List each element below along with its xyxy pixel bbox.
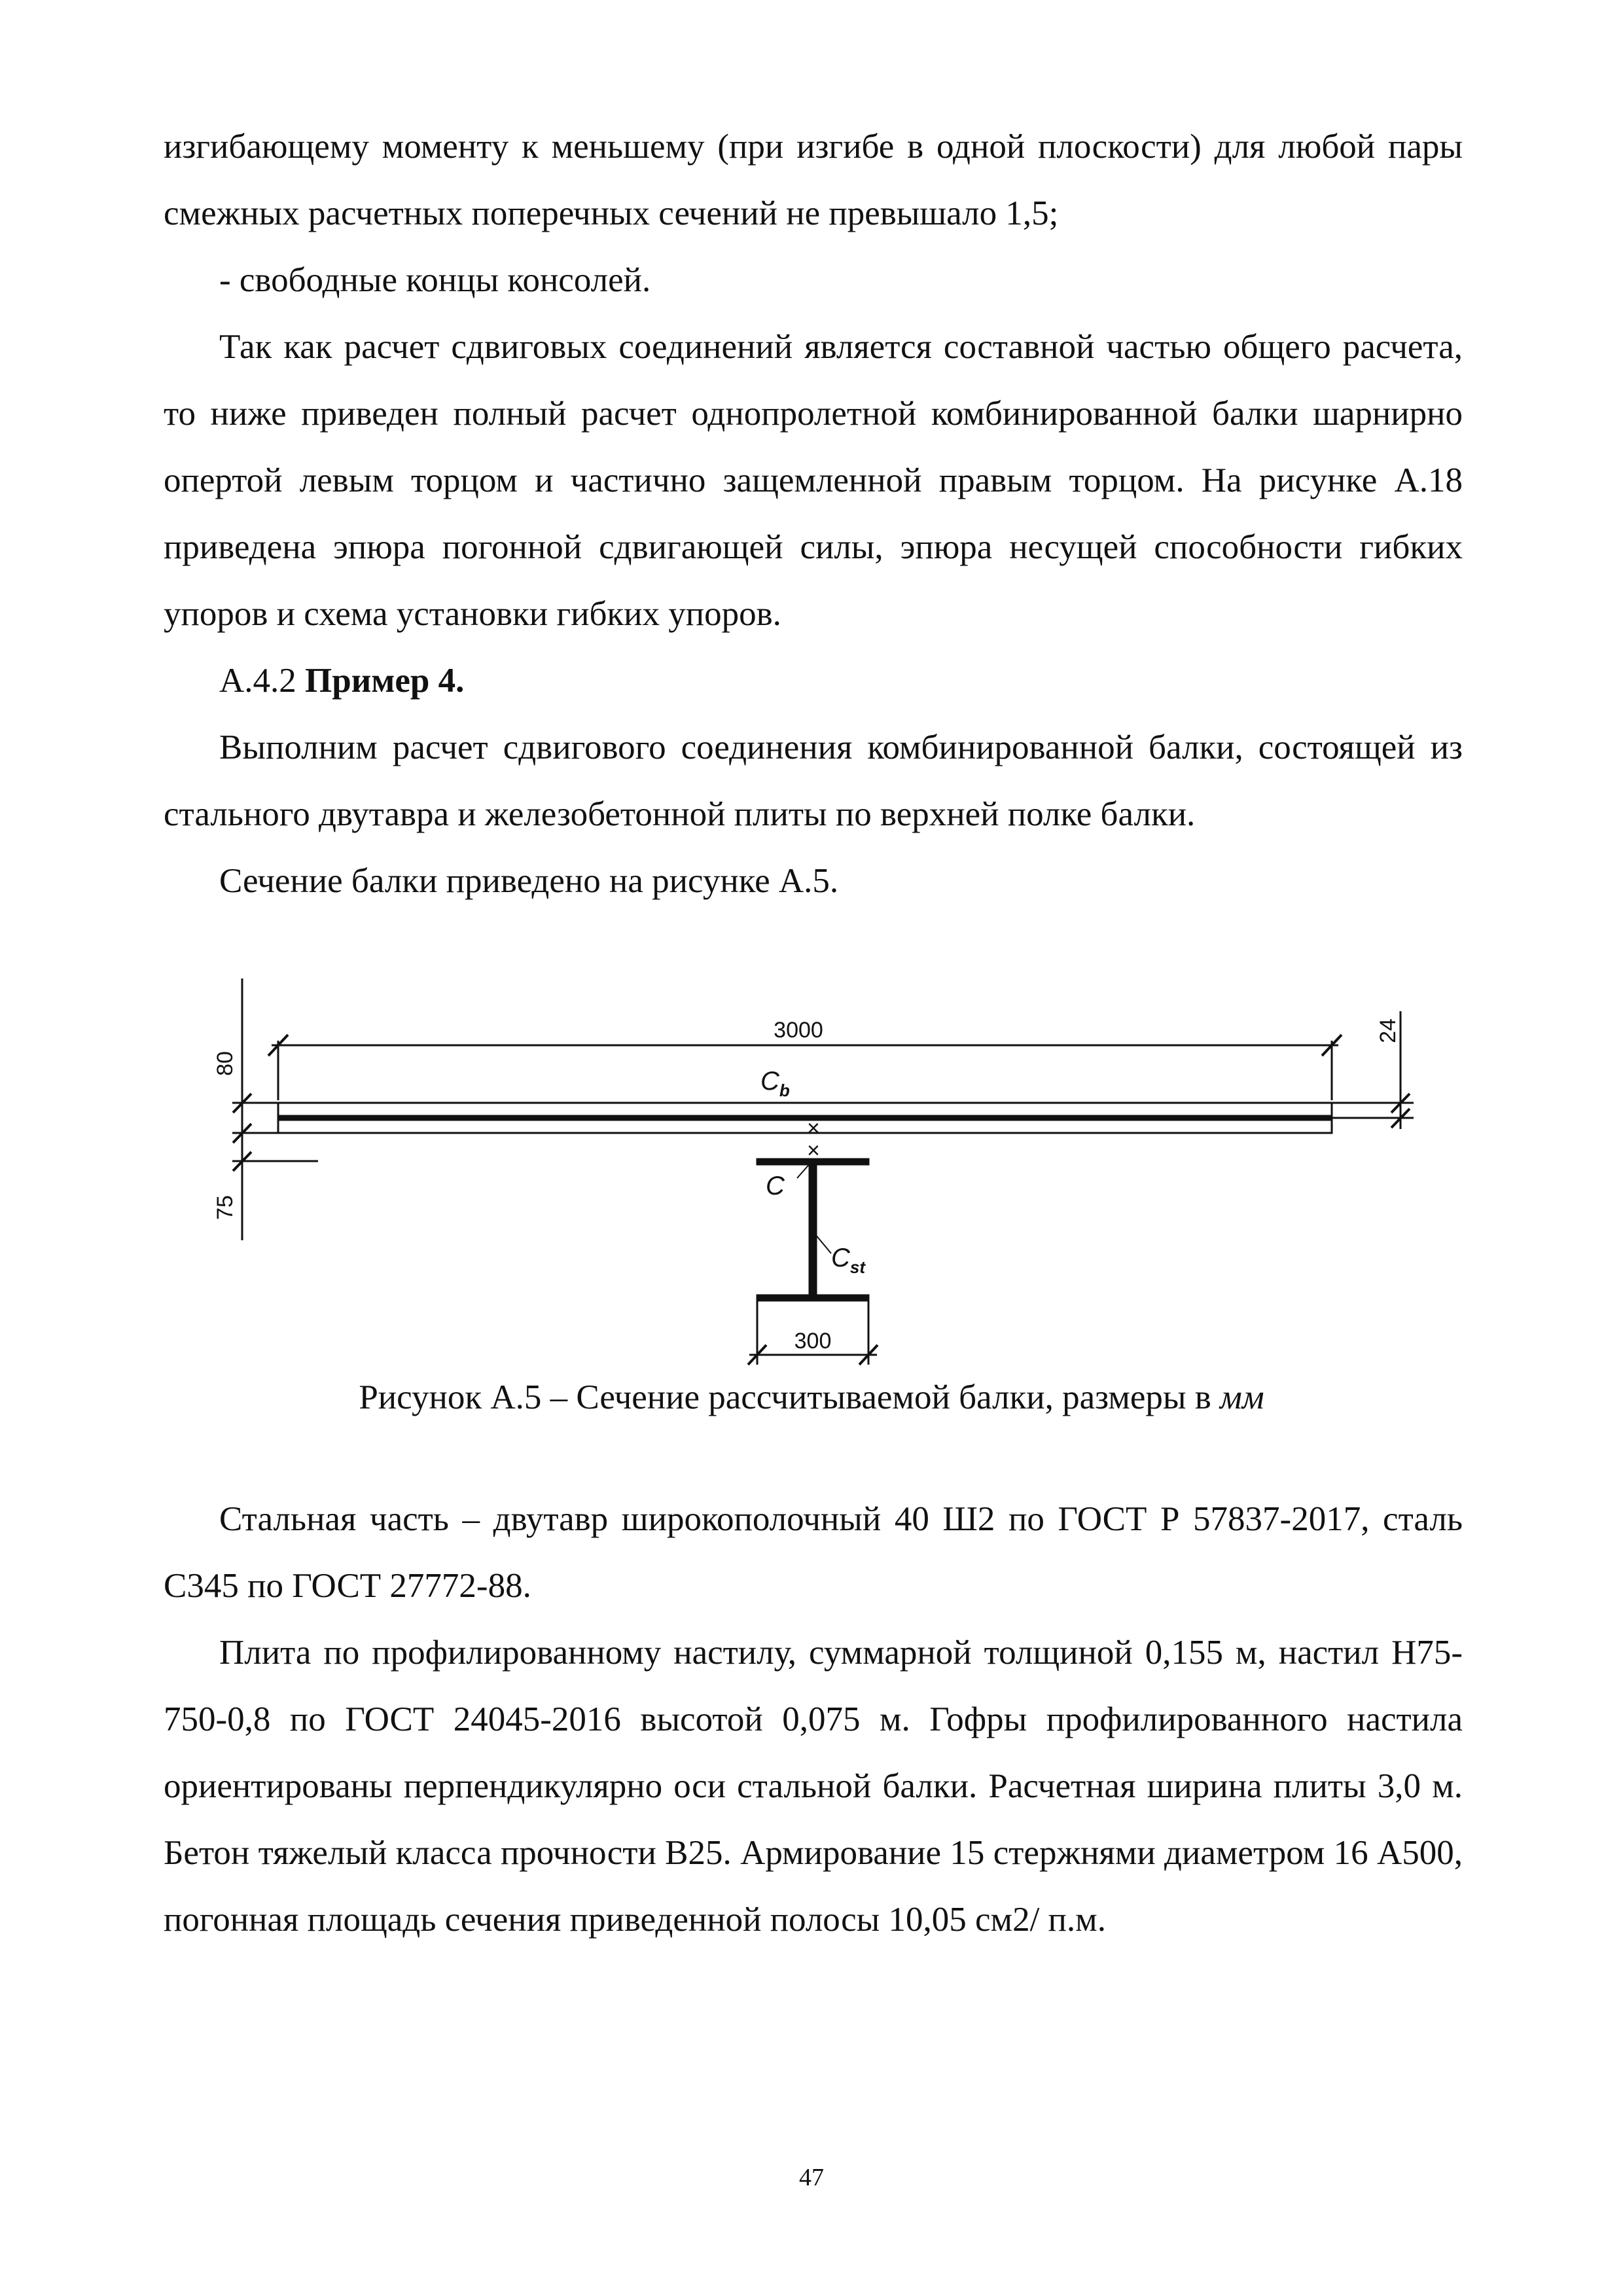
paragraph-continuation: изгибающему моменту к меньшему (при изгибе в одной плоскости) для любой пары смежных расчетных поперечных сечений не превышало 1,5;	[164, 128, 1463, 232]
dimension-slab-thickness-label: 80	[213, 1051, 238, 1076]
dimension-deck-height-label: 75	[213, 1195, 238, 1220]
paragraph-perform-calculation: Выполним расчет сдвигового соединения комбинированной балки, состоящей из стального двутавра и железобетонной плиты по верхней полке балки.	[164, 728, 1463, 833]
paragraph-steel-part: Стальная часть – двутавр широкополочный 40 Ш2 по ГОСТ Р 57837-2017, сталь С345 по ГОСТ 27772-88.	[164, 1500, 1463, 1605]
label-c: C	[766, 1172, 785, 1200]
beam-section-drawing	[196, 978, 1440, 1391]
text-block-bottom	[164, 1486, 1463, 1953]
dimension-width-label: 3000	[774, 1018, 823, 1043]
caption-text: Рисунок А.5 – Сечение рассчитываемой балки, размеры в	[359, 1378, 1221, 1416]
figure-caption	[0, 1371, 1623, 1424]
beam-section-figure	[196, 978, 1440, 1391]
label-cb-main: C	[760, 1067, 779, 1096]
steel-web	[810, 1164, 816, 1295]
label-cst-main: C	[831, 1244, 850, 1272]
label-cb-sub: b	[779, 1081, 790, 1100]
paragraph-section-reference: Сечение балки приведено на рисунке А.5.	[219, 862, 839, 900]
section-heading-example-4	[164, 647, 1463, 714]
dimension-top-offset-label: 24	[1376, 1018, 1400, 1043]
label-cst	[831, 1244, 866, 1277]
paragraph-free-ends: - свободные концы консолей.	[219, 261, 651, 299]
text-block-top	[164, 113, 1463, 914]
caption-unit: мм	[1220, 1378, 1264, 1416]
leader-cst	[815, 1234, 831, 1253]
paragraph-shear-calculation: Так как расчет сдвиговых соединений является составной частью общего расчета, то ниже приведен полный расчет однопролетной комбинированной балки шарнирно опертой левым торцом и частично защемленной правым торцом. На рисунке А.18 приведена эпюра погонной сдвигающей силы, эпюра несущей способности гибких упоров и схема установки гибких упоров.	[164, 328, 1463, 633]
dimension-flange-width-label: 300	[794, 1329, 832, 1354]
page-number: 47	[799, 2164, 824, 2191]
centroid-marker-c: ×	[807, 1138, 820, 1163]
section-number: А.4.2	[219, 662, 306, 700]
example-title: Пример 4.	[305, 662, 465, 700]
label-cb	[760, 1067, 790, 1100]
steel-bottom-flange	[757, 1295, 868, 1300]
paragraph-slab-description: Плита по профилированному настилу, суммарной толщиной 0,155 м, настил Н75-750-0,8 по ГОСТ 24045-2016 высотой 0,075 м. Гофры профилированного настила ориентированы перпендикулярно оси стальной балки. Расчетная ширина плиты 3,0 м. Бетон тяжелый класса прочности В25. Армирование 15 стержнями диаметром 16 А500, погонная площадь сечения приведенной полосы 10,05 см2/ п.м.	[164, 1634, 1463, 1939]
centroid-marker-cb: ×	[807, 1116, 820, 1141]
label-cst-sub: st	[849, 1257, 866, 1277]
